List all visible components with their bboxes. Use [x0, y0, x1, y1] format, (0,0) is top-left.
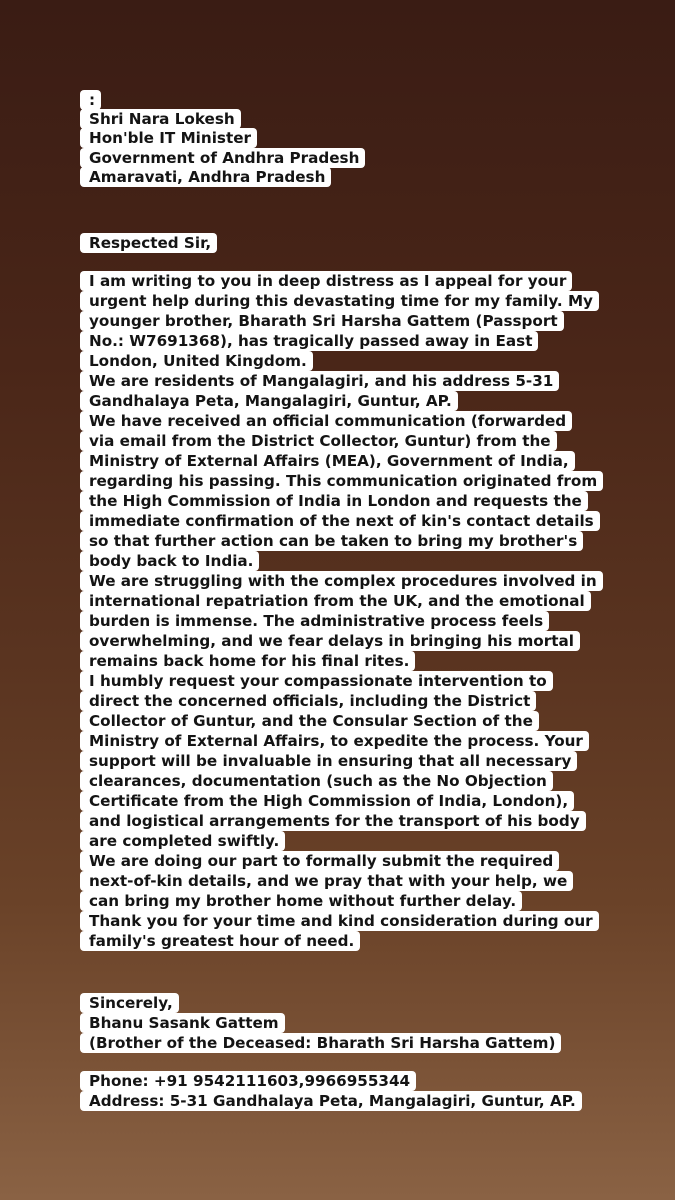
body-line: I am writing to you in deep distress as I appeal for your [80, 272, 572, 291]
body-line: body back to India. [80, 552, 259, 571]
body-line: We are residents of Mangalagiri, and his address 5-31 [80, 372, 559, 391]
sender-relation: (Brother of the Deceased: Bharath Sri Harsha Gattem) [80, 1034, 561, 1053]
recipient-location: Amaravati, Andhra Pradesh [80, 168, 331, 187]
body-line: Ministry of External Affairs, to expedite the process. Your [80, 732, 589, 751]
sender-name: Bhanu Sasank Gattem [80, 1014, 285, 1033]
body-line: can bring my brother home without further delay. [80, 892, 522, 911]
body-line: London, United Kingdom. [80, 352, 313, 371]
body-line: regarding his passing. This communication originated from [80, 472, 603, 491]
body-line: We are struggling with the complex procedures involved in [80, 572, 603, 591]
recipient-government: Government of Andhra Pradesh [80, 149, 365, 168]
body-line: international repatriation from the UK, and the emotional [80, 592, 591, 611]
body-line: burden is immense. The administrative process feels [80, 612, 549, 631]
body-line: We have received an official communication (forwarded [80, 412, 572, 431]
contact-address: Address: 5-31 Gandhalaya Peta, Mangalagiri, Guntur, AP. [80, 1092, 582, 1111]
body-line: Collector of Guntur, and the Consular Section of the [80, 712, 539, 731]
recipient-colon: : [80, 91, 101, 110]
body-line: Ministry of External Affairs (MEA), Government of India, [80, 452, 575, 471]
sign-off: Sincerely, [80, 994, 179, 1013]
contact-phone: Phone: +91 9542111603,9966955344 [80, 1072, 416, 1091]
recipient-title: Hon'ble IT Minister [80, 129, 257, 148]
body-line: and logistical arrangements for the transport of his body [80, 812, 586, 831]
body-line: No.: W7691368), has tragically passed away in East [80, 332, 538, 351]
body-line: the High Commission of India in London and requests the [80, 492, 588, 511]
body-line: clearances, documentation (such as the No Objection [80, 772, 553, 791]
body-line: next-of-kin details, and we pray that with your help, we [80, 872, 573, 891]
body-line: Thank you for your time and kind consideration during our [80, 912, 599, 931]
body-line: are completed swiftly. [80, 832, 285, 851]
body-line: I humbly request your compassionate intervention to [80, 672, 553, 691]
recipient-name: Shri Nara Lokesh [80, 110, 241, 129]
body-line: direct the concerned officials, including the District [80, 692, 536, 711]
body-line: Certificate from the High Commission of India, London), [80, 792, 574, 811]
body-line: family's greatest hour of need. [80, 932, 360, 951]
body-line: overwhelming, and we fear delays in bringing his mortal [80, 632, 580, 651]
body-line: so that further action can be taken to bring my brother's [80, 532, 583, 551]
body-line: younger brother, Bharath Sri Harsha Gattem (Passport [80, 312, 564, 331]
body-line: via email from the District Collector, Guntur) from the [80, 432, 557, 451]
body-line: Gandhalaya Peta, Mangalagiri, Guntur, AP. [80, 392, 458, 411]
body-line: immediate confirmation of the next of kin's contact details [80, 512, 600, 531]
salutation: Respected Sir, [80, 234, 217, 253]
body-line: remains back home for his final rites. [80, 652, 415, 671]
body-line: support will be invaluable in ensuring that all necessary [80, 752, 577, 771]
body-line: We are doing our part to formally submit the required [80, 852, 559, 871]
body-line: urgent help during this devastating time for my family. My [80, 292, 599, 311]
